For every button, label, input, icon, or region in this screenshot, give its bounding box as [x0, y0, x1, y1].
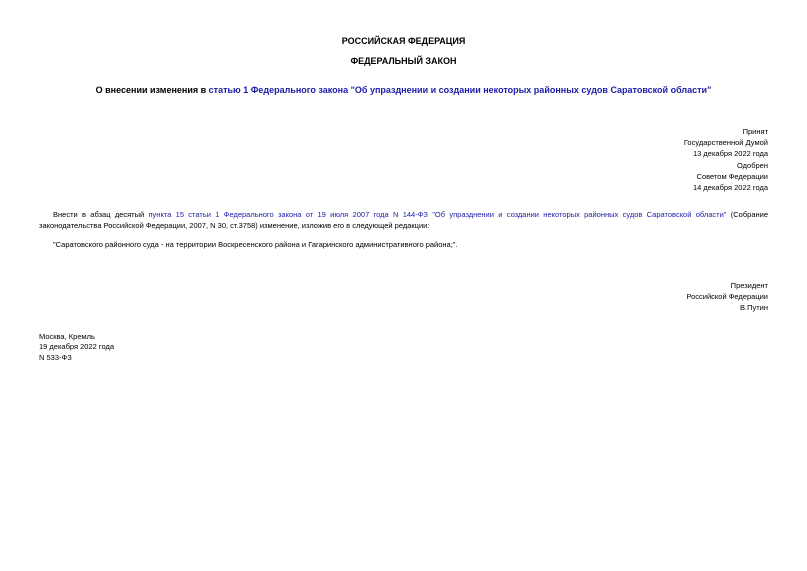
- para1-suffix: (Собрание законодательства Российской Федерации, 2007, N 30, ст.3758) изменение, изложив его в следующей редакции:: [39, 210, 768, 231]
- signature-position-line2: Российской Федерации: [686, 292, 768, 302]
- signature-name: В.Путин: [740, 303, 768, 313]
- approved-label: Одобрен: [737, 160, 768, 170]
- signing-place: Москва, Кремль: [39, 332, 95, 341]
- country-heading: РОССИЙСКАЯ ФЕДЕРАЦИЯ: [341, 36, 466, 46]
- adoption-block: [684, 126, 768, 193]
- accepted-label: Принят: [742, 127, 768, 136]
- title-prefix: О внесении изменения в: [95, 85, 209, 95]
- document-type-heading: ФЕДЕРАЛЬНЫЙ ЗАКОН: [350, 56, 457, 66]
- footer-block: [39, 332, 114, 363]
- body-paragraph-1: [39, 209, 768, 232]
- body-paragraph-2: [39, 239, 768, 250]
- para2-text: "Саратовского районного суда - на территории Воскресенского района и Гагаринского административного района;".: [53, 240, 458, 249]
- para1-law-link[interactable]: пункта 15 статьи 1 Федерального закона от 19 июля 2007 года N 144-ФЗ "Об упразднении и создании некоторых районных судов Саратовской области": [148, 210, 727, 219]
- approved-by: Советом Федерации: [696, 171, 768, 181]
- approved-date: 14 декабря 2022 года: [692, 183, 768, 193]
- signature-block: [686, 280, 768, 314]
- signing-date: 19 декабря 2022 года: [39, 342, 115, 352]
- para1-prefix: Внести в абзац десятый: [53, 210, 149, 219]
- accepted-date: 13 декабря 2022 года: [692, 149, 768, 159]
- signature-position-line1: Президент: [730, 281, 768, 290]
- title-law-link[interactable]: статью 1 Федерального закона "Об упразднении и создании некоторых районных судов Саратовской области": [208, 85, 712, 95]
- accepted-by: Государственной Думой: [683, 138, 768, 148]
- law-number: N 533-ФЗ: [39, 352, 72, 362]
- document-title: [0, 85, 807, 96]
